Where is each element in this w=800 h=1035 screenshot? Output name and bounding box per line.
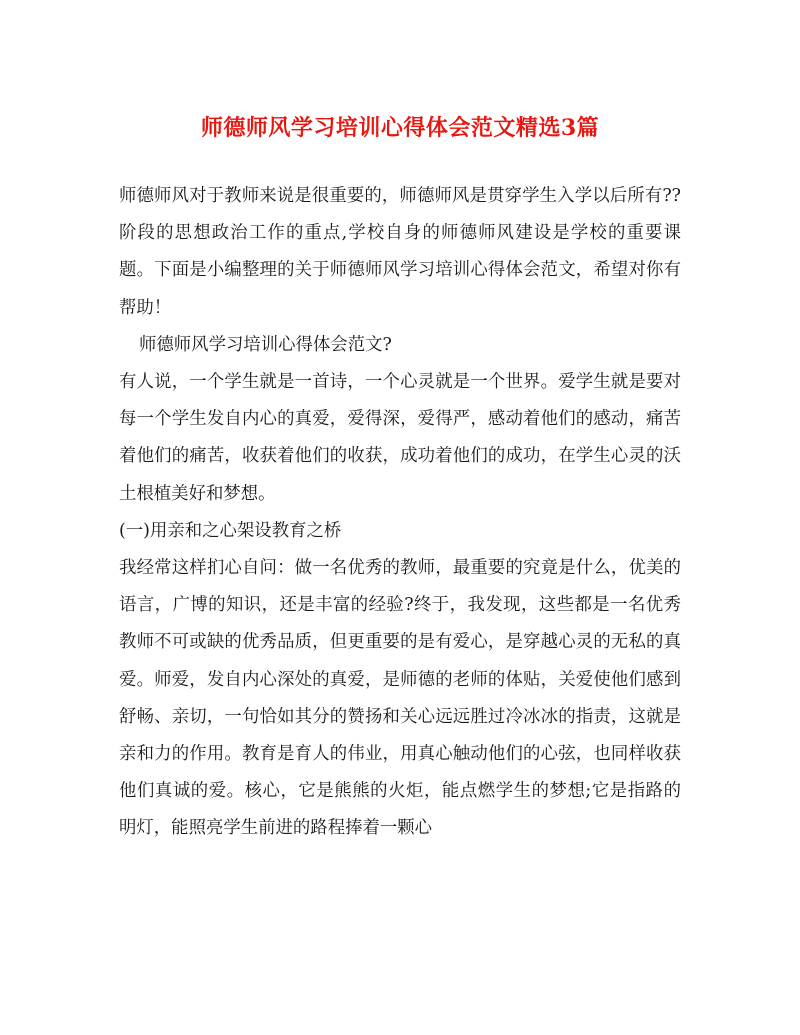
body-paragraph: 有人说，一个学生就是一首诗，一个心灵就是一个世界。爱学生就是要对每一个学生发自内心的真爱，爱得深，爱得严，感动着他们的感动，痛苦着他们的痛苦，收获着他们的收获，成功着他们的成功，在学生心灵的沃土根植美好和梦想。	[119, 372, 681, 504]
section-heading: 师德师风学习培训心得体会范文?	[139, 334, 392, 355]
body-paragraph: 我经常这样扪心自问：做一名优秀的教师，最重要的究竟是什么，优美的语言，广博的知识，还是丰富的经验?终于，我发现，这些都是一名优秀教师不可或缺的优秀品质，但更重要的是有爱心，是穿越心灵的无私的真爱。师爱，发自内心深处的真爱，是师德的老师的体贴，关爱使他们感到舒畅、亲切，一句恰如其分的赞扬和关心远远胜过冷冰冰的指责，这就是亲和力的作用。教育是育人的伟业，用真心触动他们的心弦，也同样收获他们真诚的爱。核心，它是熊熊的火炬，能点燃学生的梦想;它是指路的明灯，能照亮学生前进的路程捧着一颗心	[119, 558, 681, 839]
subsection-heading: (一)用亲和之心架设教育之桥	[119, 520, 342, 541]
document-title: 师德师风学习培训心得体会范文精选3篇	[200, 115, 600, 141]
document-body	[119, 178, 681, 848]
intro-paragraph: 师德师风对于教师来说是很重要的，师德师风是贯穿学生入学以后所有??阶段的思想政治工作的重点,学校自身的师德师风建设是学校的重要课题。下面是小编整理的关于师德师风学习培训心得体会范文，希望对你有帮助！	[119, 186, 681, 318]
